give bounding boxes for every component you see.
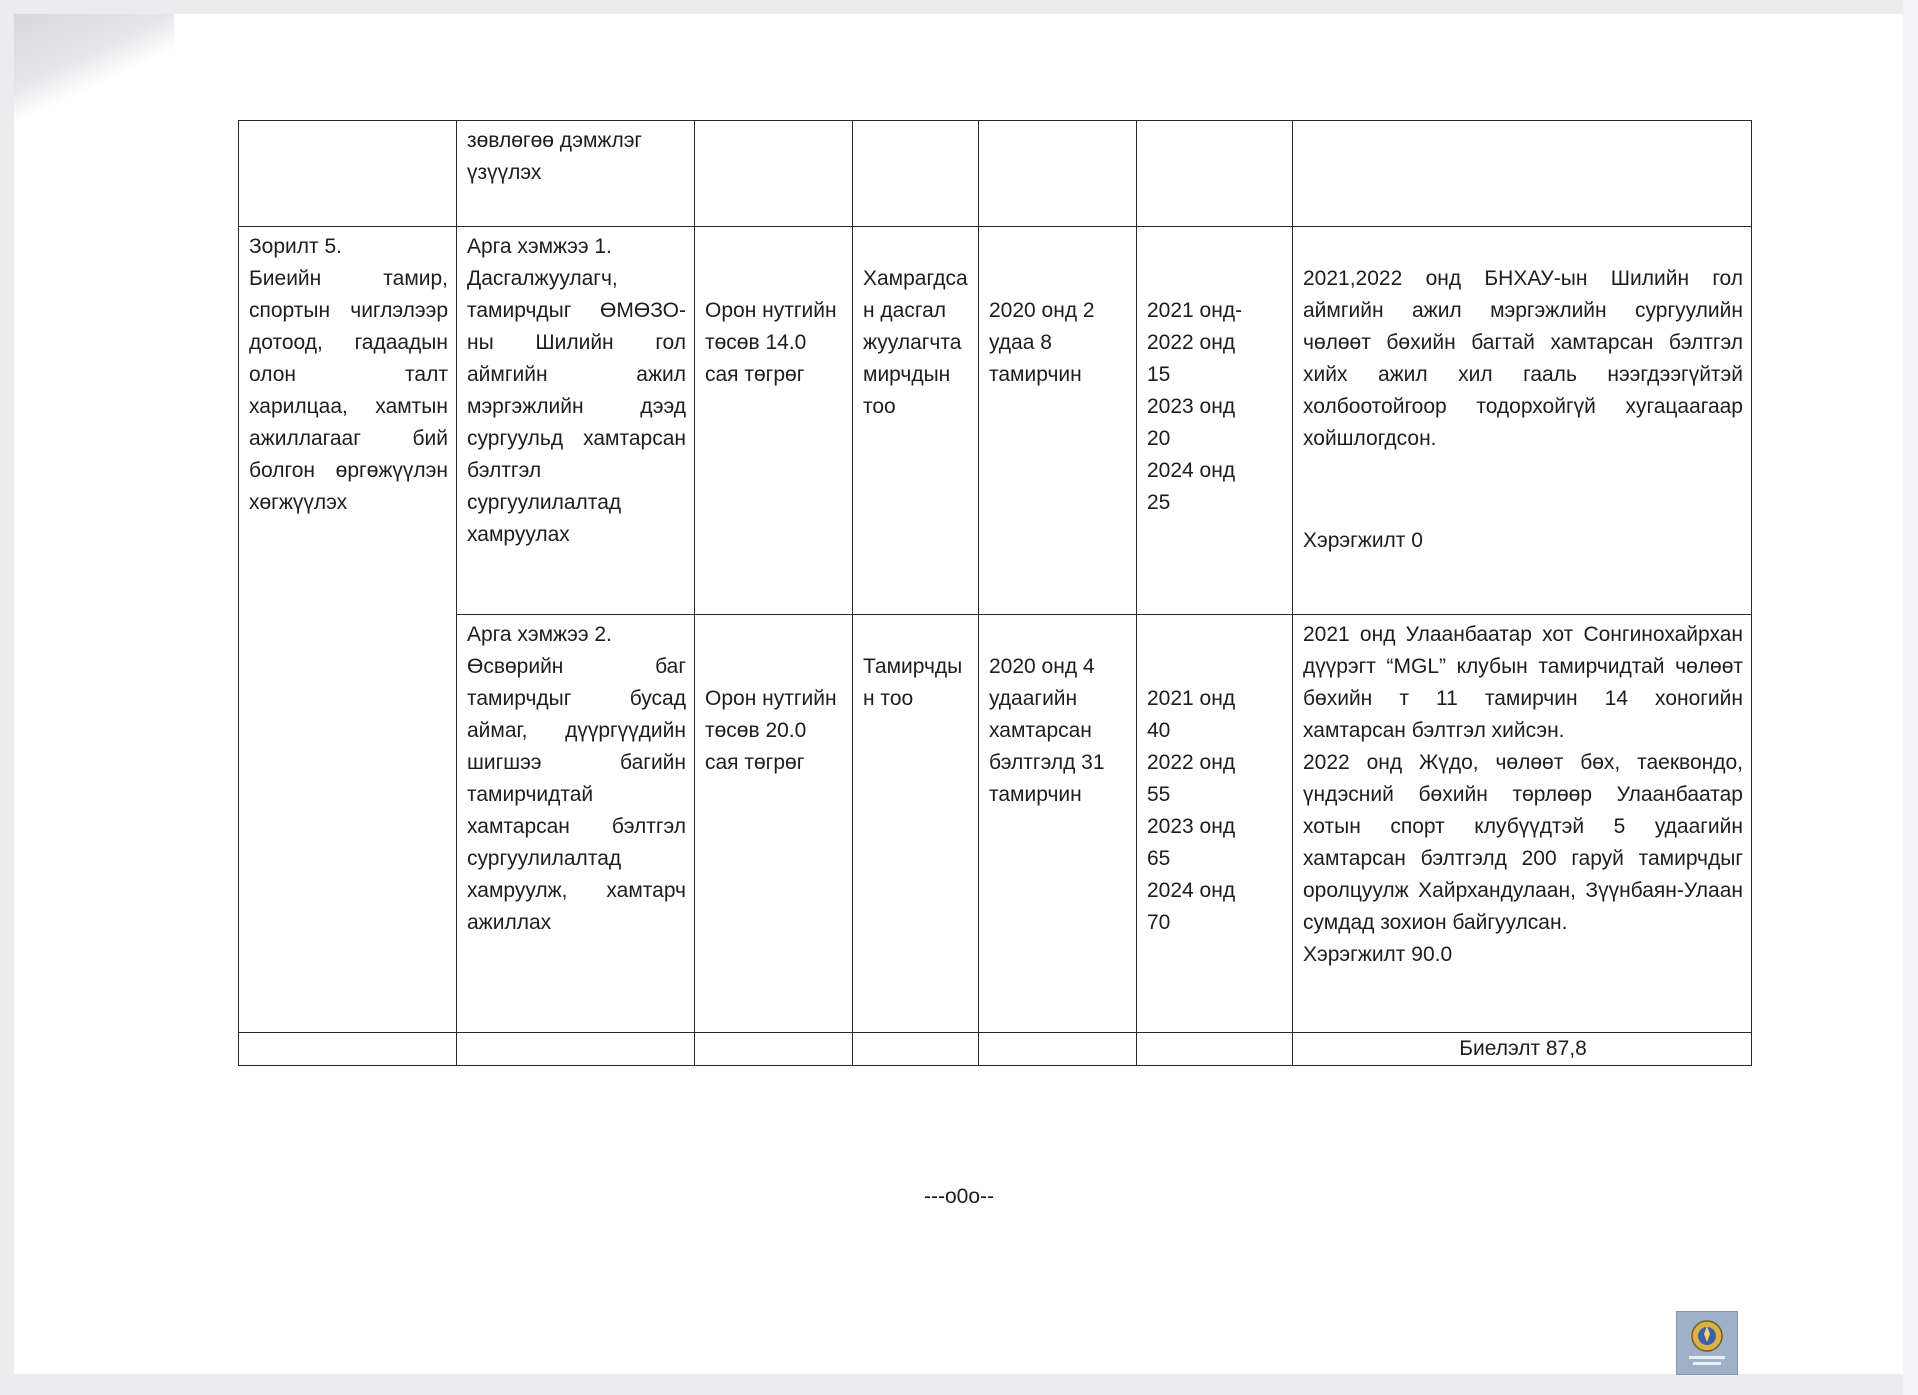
indicator-cell [853, 615, 979, 1033]
cell-line: үзүүлэх [467, 161, 542, 184]
table-row [239, 121, 1752, 227]
target-line: 65 [1147, 847, 1171, 870]
target-line: 2024 онд [1147, 879, 1236, 902]
table-cell [239, 1033, 457, 1066]
mongolian-state-emblem-stamp [1676, 1311, 1738, 1375]
indicator-text: Хамрагдсан дасгал жуулагчтамирчдын тоо [863, 267, 968, 418]
end-of-document-mark: ---o0o-- [923, 1185, 994, 1208]
table-cell [1293, 121, 1752, 227]
target-cell [1137, 615, 1293, 1033]
target-line: 55 [1147, 783, 1171, 806]
scanned-corner-fold [14, 14, 174, 124]
table-cell [979, 121, 1137, 227]
table-row [239, 1033, 1752, 1066]
goal-text: Биеийн тамир, спортын чиглэлээр дотоод, гадаадын олон талт харилцаа, хамтын ажиллагааг бий болгон өргөжүүлэн хөгжүүлэх [249, 267, 448, 514]
table-cell [979, 1033, 1137, 1066]
table-cell [457, 1033, 695, 1066]
target-line: 2021 онд [1147, 687, 1236, 710]
result-cell [1293, 227, 1752, 615]
table-cell [853, 1033, 979, 1066]
cell-line: зөвлөгөө дэмжлэг [467, 129, 643, 152]
target-cell [1137, 227, 1293, 615]
target-line: 15 [1147, 363, 1171, 386]
budget-text: Орон нутгийн төсөв 20.0 сая төгрөг [705, 687, 837, 774]
baseline-text: 2020 онд 2 удаа 8 тамирчин [989, 299, 1095, 386]
target-line: 2023 онд [1147, 395, 1236, 418]
target-line: 40 [1147, 719, 1171, 742]
result-cell [1293, 615, 1752, 1033]
budget-text: Орон нутгийн төсөв 14.0 сая төгрөг [705, 299, 837, 386]
table-cell [457, 121, 695, 227]
table-cell [1137, 121, 1293, 227]
target-line: 70 [1147, 911, 1171, 934]
table-cell [695, 121, 853, 227]
target-line: 2024 онд [1147, 459, 1236, 482]
measure-cell [457, 227, 695, 615]
table-cell [695, 1033, 853, 1066]
goal-title: Зорилт 5. [249, 235, 342, 258]
table-row [239, 227, 1752, 615]
indicator-text: Тамирчдын тоо [863, 655, 963, 710]
target-line: 2022 онд [1147, 331, 1236, 354]
table-cell [1137, 1033, 1293, 1066]
measure-title: Арга хэмжээ 2. [467, 623, 612, 646]
status-text: Хэрэгжилт 0 [1303, 529, 1423, 552]
budget-cell [695, 615, 853, 1033]
total-text: Биелэлт 87,8 [1459, 1037, 1587, 1060]
budget-cell [695, 227, 853, 615]
result-text: 2021 онд Улаанбаатар хот Сонгинохайрхан дүүрэгт “MGL” клубын тамирчидтай чөлөөт бөхийн т 11 тамирчин 14 хоногийн хамтарсан бэлтгэл хийсэн. [1303, 623, 1743, 742]
indicator-cell [853, 227, 979, 615]
target-line: 2022 онд [1147, 751, 1236, 774]
table-cell [239, 121, 457, 227]
status-text: Хэрэгжилт 90.0 [1303, 943, 1453, 966]
result-text: 2022 онд Жүдо, чөлөөт бөх, таеквондо, үндэсний бөхийн төрлөөр Улаанбаатар хотын спорт клубүүдтэй 5 удаагийн хамтарсан бэлтгэлд 200 гаруй тамирчдыг оролцуулж Хайрхандулаан, Зүүнбаян-Улаан сумдад зохион байгуулсан. [1303, 751, 1743, 934]
target-line: 2021 онд- [1147, 299, 1243, 322]
baseline-cell [979, 227, 1137, 615]
plan-implementation-table [238, 120, 1752, 1066]
baseline-text: 2020 онд 4 удаагийн хамтарсан бэлтгэлд 31 тамирчин [989, 655, 1105, 806]
emblem-icon [1677, 1312, 1737, 1374]
baseline-cell [979, 615, 1137, 1033]
measure-cell [457, 615, 695, 1033]
measure-text: Дасгалжуулагч, тамирчдыг ӨМӨЗО-ны Шилийн гол аймгийн ажил мэргэжлийн дээд сургуульд хамтарсан бэлтгэл сургуулилалтад хамруулах [467, 267, 686, 546]
result-text: 2021,2022 онд БНХАУ-ын Шилийн гол аймгийн ажил мэргэжлийн сургуулийн чөлөөт бөхийн багтай хамтарсан бэлтгэл хийх ажил хил гааль нээгдээгүйтэй холбоотойгоор тодорхойгүй хугацаагаар хойшлогдсон. [1303, 267, 1743, 450]
target-line: 2023 онд [1147, 815, 1236, 838]
table-cell [853, 121, 979, 227]
total-cell [1293, 1033, 1752, 1066]
table-row [239, 615, 1752, 1033]
target-line: 25 [1147, 491, 1171, 514]
measure-title: Арга хэмжээ 1. [467, 235, 612, 258]
goal-cell [239, 227, 457, 1033]
measure-text: Өсвөрийн баг тамирчдыг бусад аймаг, дүүргүүдийн шигшээ багийн тамирчидтай хамтарсан бэлтгэл сургуулилалтад хамруулж, хамтарч ажиллах [467, 655, 686, 934]
target-line: 20 [1147, 427, 1171, 450]
